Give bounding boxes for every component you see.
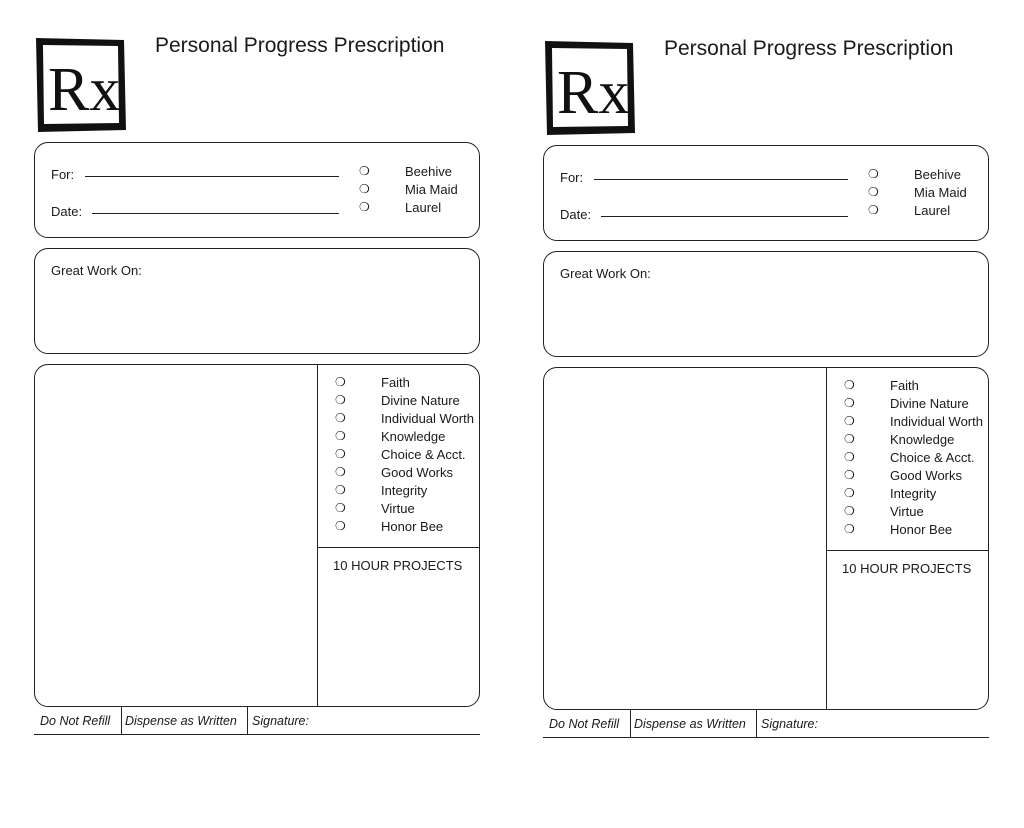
great-work-box[interactable]	[543, 251, 989, 357]
value-option-label: Good Works	[381, 465, 454, 480]
date-label: Date:	[560, 207, 592, 222]
value-option[interactable]	[844, 396, 969, 411]
footer-divider	[247, 707, 248, 734]
value-option-label: Choice & Acct.	[381, 447, 466, 462]
open-circle-icon: ❍	[844, 486, 855, 500]
value-option-label: Individual Worth	[381, 411, 474, 426]
open-circle-icon: ❍	[335, 411, 346, 425]
value-option-label: Virtue	[890, 504, 924, 519]
value-option[interactable]	[844, 486, 936, 501]
footer-divider	[756, 710, 757, 737]
column-divider	[826, 368, 827, 709]
for-field[interactable]	[594, 179, 848, 180]
date-label: Date:	[51, 204, 83, 219]
rx-logo-text: Rx	[557, 59, 630, 127]
open-circle-icon: ❍	[844, 414, 855, 428]
open-circle-icon: ❍	[335, 501, 346, 515]
projects-label: 10 HOUR PROJECTS	[842, 561, 972, 576]
projects-divider	[826, 550, 988, 551]
value-option[interactable]	[335, 447, 466, 462]
value-option[interactable]	[844, 522, 952, 537]
open-circle-icon: ❍	[335, 429, 346, 443]
recipient-box	[34, 142, 480, 238]
column-divider	[317, 365, 318, 706]
date-field[interactable]	[601, 216, 848, 217]
great-work-label: Great Work On:	[51, 263, 142, 278]
great-work-label: Great Work On:	[560, 266, 651, 281]
recipient-box	[543, 145, 989, 241]
rx-logo	[34, 36, 126, 132]
open-circle-icon: ❍	[359, 164, 370, 178]
form-title: Personal Progress Prescription	[155, 34, 445, 57]
rx-logo	[543, 39, 635, 135]
form-title: Personal Progress Prescription	[664, 37, 954, 60]
open-circle-icon: ❍	[844, 522, 855, 536]
value-option-label: Faith	[890, 378, 919, 393]
class-option-laurel[interactable]: ❍ Laurel	[868, 203, 951, 218]
prescription-form-left	[32, 34, 502, 825]
open-circle-icon: ❍	[335, 375, 346, 389]
open-circle-icon: ❍	[844, 432, 855, 446]
open-circle-icon: ❍	[335, 483, 346, 497]
value-option-label: Knowledge	[890, 432, 955, 447]
open-circle-icon: ❍	[335, 465, 346, 479]
value-option-label: Good Works	[890, 468, 963, 483]
open-circle-icon: ❍	[359, 182, 370, 196]
open-circle-icon: ❍	[335, 393, 346, 407]
value-option-label: Choice & Acct.	[890, 450, 975, 465]
open-circle-icon: ❍	[359, 200, 370, 214]
value-option[interactable]	[844, 450, 975, 465]
for-label: For:	[51, 167, 75, 182]
main-notes-box[interactable]	[543, 367, 989, 710]
rx-logo-text: Rx	[48, 56, 121, 124]
value-option[interactable]	[335, 375, 410, 390]
open-circle-icon: ❍	[844, 396, 855, 410]
signature-label: Signature:	[761, 717, 818, 731]
value-option[interactable]	[844, 432, 954, 447]
value-option[interactable]	[844, 378, 919, 393]
class-option-beehive[interactable]: ❍ Beehive	[868, 167, 961, 182]
open-circle-icon: ❍	[844, 378, 855, 392]
value-option[interactable]	[335, 429, 445, 444]
footer-row	[543, 710, 989, 738]
value-option-label: Faith	[381, 375, 410, 390]
value-option-label: Honor Bee	[890, 522, 953, 537]
class-option-beehive[interactable]: ❍ Beehive	[359, 164, 452, 179]
class-option-laurel[interactable]: ❍ Laurel	[359, 200, 442, 215]
value-option-label: Virtue	[381, 501, 415, 516]
value-option-label: Divine Nature	[381, 393, 460, 408]
value-option-label: Integrity	[381, 483, 428, 498]
open-circle-icon: ❍	[844, 450, 855, 464]
value-option[interactable]	[335, 483, 427, 498]
open-circle-icon: ❍	[844, 468, 855, 482]
value-option-label: Divine Nature	[890, 396, 969, 411]
open-circle-icon: ❍	[335, 519, 346, 533]
footer-divider	[630, 710, 631, 737]
footer-divider	[121, 707, 122, 734]
value-option[interactable]	[335, 501, 415, 516]
date-field[interactable]	[92, 213, 339, 214]
value-option[interactable]	[335, 393, 460, 408]
open-circle-icon: ❍	[868, 185, 879, 199]
signature-label: Signature:	[252, 714, 309, 728]
value-option-label: Knowledge	[381, 429, 446, 444]
value-option-label: Integrity	[890, 486, 937, 501]
value-option[interactable]	[844, 414, 983, 429]
value-option[interactable]	[844, 504, 924, 519]
dispense-label: Dispense as Written	[634, 717, 746, 731]
open-circle-icon: ❍	[844, 504, 855, 518]
class-option-mia-maid[interactable]: ❍ Mia Maid	[868, 185, 967, 200]
class-option-mia-maid[interactable]: ❍ Mia Maid	[359, 182, 458, 197]
do-not-refill-label: Do Not Refill	[40, 714, 111, 728]
projects-label: 10 HOUR PROJECTS	[333, 558, 463, 573]
projects-divider	[317, 547, 479, 548]
value-option[interactable]	[335, 411, 474, 426]
value-option-label: Individual Worth	[890, 414, 983, 429]
value-option[interactable]	[335, 519, 443, 534]
prescription-form-right	[541, 37, 1011, 828]
for-label: For:	[560, 170, 584, 185]
great-work-box[interactable]	[34, 248, 480, 354]
for-field[interactable]	[85, 176, 339, 177]
open-circle-icon: ❍	[335, 447, 346, 461]
value-option[interactable]	[335, 465, 453, 480]
main-notes-box[interactable]	[34, 364, 480, 707]
open-circle-icon: ❍	[868, 203, 879, 217]
dispense-label: Dispense as Written	[125, 714, 237, 728]
do-not-refill-label: Do Not Refill	[549, 717, 620, 731]
open-circle-icon: ❍	[868, 167, 879, 181]
value-option[interactable]	[844, 468, 962, 483]
value-option-label: Honor Bee	[381, 519, 444, 534]
footer-row	[34, 707, 480, 735]
